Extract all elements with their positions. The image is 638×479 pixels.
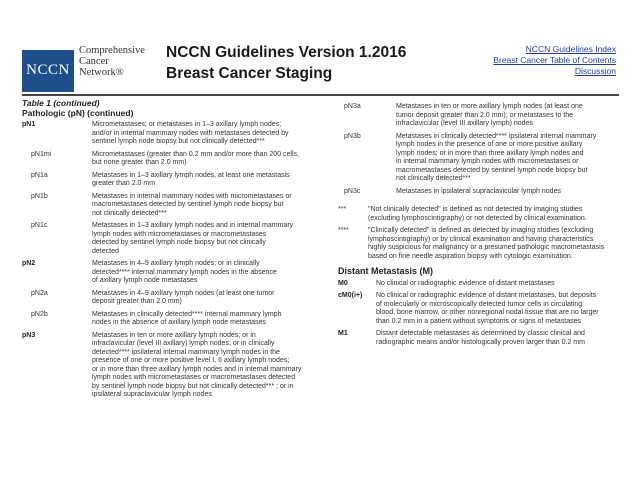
stage-code: pN1b (31, 192, 48, 200)
desc-line: of molecularly or microscopically detected tumor cells in circulating (376, 300, 583, 308)
stage-row (338, 133, 620, 184)
stage-code: pN3b (344, 132, 361, 140)
footnote-mark: **** (338, 227, 349, 234)
table-title: Table 1 (continued) (22, 98, 100, 108)
desc-line: detected**** ipsilateral internal mammary lymph nodes in the (92, 348, 280, 356)
stage-row (22, 332, 314, 400)
desc-line: than 0.2 mm in a patient without symptoms or signs of metastases (376, 317, 582, 325)
desc-line: macrometastases detected by sentinel lymph node biopsy but (396, 166, 588, 174)
desc-line: detected by sentinel lymph node biopsy but not clinically (92, 239, 266, 246)
stage-row (338, 188, 620, 197)
desc-line: macrometastases detected by sentinel lymph node biopsy but (92, 201, 284, 208)
logo-text: NCCN (26, 62, 70, 78)
desc-line: Metastases in 4–9 axillary lymph nodes (at least one tumor (92, 289, 275, 297)
desc-line: blood, bone marrow, or other nonregional nodal tissue that are no larger (376, 309, 599, 316)
desc-line: Distant detectable metastases as determined by classic clinical and (376, 330, 585, 337)
stage-description (376, 280, 620, 289)
desc-line: ipsilateral supraclavicular lymph nodes (92, 391, 212, 398)
stage-description (92, 311, 314, 328)
stage-description (92, 193, 314, 219)
footnote-mark: *** (338, 206, 347, 213)
stage-row (22, 151, 314, 168)
desc-line: "Clinically detected" is defined as detected by imaging studies (excluding (368, 227, 594, 234)
section-title: Pathologic (pN) (continued) (22, 107, 134, 118)
stage-description (92, 260, 314, 286)
org-line: Network® (79, 67, 124, 78)
desc-line: infraclavicular (level III axillary) lymph nodes; or in clinically (92, 340, 275, 347)
stage-row (22, 222, 314, 256)
desc-line: Metastases in internal mammary nodes with micrometastases or (92, 192, 292, 200)
desc-line: Metastases in 1–3 axillary lymph nodes, at least one metastasis (92, 171, 290, 179)
nccn-logo (22, 50, 74, 92)
desc-line: greater than 2.0 mm (92, 180, 156, 187)
desc-line: tumor deposit greater than 2.0 mm); or metastases to the (396, 111, 574, 119)
desc-line: or in more than three axillary lymph nodes and in internal mammary (92, 365, 302, 373)
desc-line: Metastases in ten or more axillary lymph nodes; or in (92, 331, 256, 339)
desc-line: infraclavicular (level III axillary lymph) nodes (396, 120, 533, 127)
desc-line: lymph nodes with micrometastases or macrometastases (92, 230, 267, 238)
pathologic-rows (22, 121, 314, 400)
distant-metastasis-title: Distant Metastasis (M) (338, 266, 434, 276)
desc-line: No clinical or radiographic evidence of distant metastases (376, 279, 555, 287)
page-title: Breast Cancer Staging (166, 65, 333, 82)
org-line: Comprehensive (79, 45, 145, 56)
stage-description (376, 330, 620, 347)
stage-code: M0 (338, 279, 348, 287)
desc-line: lymphoscintigraphy) or by clinical examination and having characteristics (368, 235, 594, 243)
stage-row (22, 121, 314, 147)
desc-line: detected**** internal mammary lymph nodes in the absence (92, 268, 277, 276)
discussion-link[interactable]: Discussion (574, 66, 616, 76)
nav-links (493, 44, 616, 77)
header-divider (22, 94, 619, 96)
org-name (79, 45, 145, 78)
guidelines-index-link[interactable]: NCCN Guidelines Index (525, 44, 616, 54)
stage-row (338, 292, 620, 326)
pn3-subrows (338, 103, 620, 196)
desc-line: Metastases in ten or more axillary lymph nodes (at least one (396, 103, 583, 110)
stage-code: pN1mi (31, 150, 52, 158)
desc-line: presence of one or more positive level I, II axillary lymph nodes; (92, 357, 290, 364)
desc-line: lymph nodes in the presence of one or more positive axillary (396, 141, 583, 148)
stage-code: pN2b (31, 310, 48, 318)
stage-row (22, 290, 314, 307)
desc-line: Metastases in clinically detected**** ipsilateral internal mammary (396, 132, 597, 140)
left-column (22, 99, 314, 400)
stage-description (376, 292, 620, 326)
footnote-text (368, 206, 620, 223)
stage-row (22, 260, 314, 286)
stage-description (92, 290, 314, 307)
stage-code: pN2a (31, 289, 48, 297)
stage-row (22, 193, 314, 219)
desc-line: No clinical or radiographic evidence of distant metastases, but deposits (376, 292, 597, 299)
guidelines-title: NCCN Guidelines Version 1.2016 (166, 44, 407, 61)
page-header (0, 0, 638, 96)
stage-description (396, 103, 620, 129)
desc-line: Micrometastases; or metastases in 1–3 axillary lymph nodes; (92, 121, 282, 128)
desc-line: nodes in the absence of axillary lymph node metastases (92, 319, 266, 326)
right-column (338, 99, 620, 347)
desc-line: Micrometastases (greater than 0.2 mm and/or more than 200 cells, (92, 150, 299, 158)
stage-description (396, 188, 620, 197)
footnote-text (368, 227, 620, 261)
footnote (338, 227, 620, 261)
stage-code: cM0(i+) (338, 292, 363, 299)
org-line: Cancer (79, 56, 109, 67)
stage-row (338, 330, 620, 347)
desc-line: detected (92, 247, 119, 255)
stage-code: pN3a (344, 103, 361, 110)
stage-code: pN3c (344, 187, 361, 195)
stage-description (92, 121, 314, 147)
table-of-contents-link[interactable]: Breast Cancer Table of Contents (493, 55, 616, 65)
stage-code: pN1c (31, 222, 48, 229)
desc-line: radiographic means and/or histologically proven larger than 0.2 mm (376, 338, 585, 346)
desc-line: lymph nodes; or in more than three axillary lymph nodes and (396, 149, 584, 157)
stage-code: pN1a (31, 171, 48, 179)
stage-description (396, 133, 620, 184)
desc-line: in internal mammary lymph nodes with micrometastases or (396, 158, 579, 165)
desc-line: but none greater than 2.0 mm) (92, 159, 187, 166)
stage-code: pN3 (22, 331, 36, 339)
stage-code: pN1 (22, 121, 36, 128)
desc-line: Metastases in ipsilateral supraclavicular lymph nodes (396, 187, 561, 195)
footnotes (338, 206, 620, 261)
stage-description (92, 151, 314, 168)
desc-line: "Not clinically detected" is defined as not detected by imaging studies (368, 206, 583, 213)
stage-code: pN2 (22, 260, 36, 267)
desc-line: of axillary lymph node metastases (92, 277, 198, 284)
desc-line: Metastases in clinically detected**** internal mammary lymph (92, 310, 282, 318)
desc-line: based on fine needle aspiration biopsy with cytologic examination. (368, 252, 573, 260)
stage-row (22, 172, 314, 189)
desc-line: (excluding lymphoscintigraphy) or not detected by clinical examination. (368, 214, 587, 222)
stage-row (338, 280, 620, 289)
stage-row (338, 103, 620, 129)
desc-line: and/or in internal mammary nodes with metastases detected by (92, 129, 289, 137)
stage-description (92, 222, 314, 256)
stage-description (92, 332, 314, 400)
desc-line: Metastases in 4–9 axillary lymph nodes; or in clinically (92, 260, 260, 267)
desc-line: not clinically detected*** (396, 175, 471, 182)
stage-code: M1 (338, 330, 348, 337)
distant-rows (338, 280, 620, 348)
stage-description (92, 172, 314, 189)
desc-line: deposit greater than 2.0 mm) (92, 298, 182, 305)
desc-line: sentinel lymph node biopsy but not clinically detected*** (92, 138, 265, 145)
footnote (338, 206, 620, 223)
desc-line: lymph nodes with micrometastases or macrometastases detected (92, 374, 296, 381)
desc-line: by sentinel lymph node biopsy but not clinically detected*** ; or in (92, 382, 294, 390)
desc-line: highly suspicious for malignancy or a presumed pathologic macrometastasis (368, 244, 605, 251)
desc-line: not clinically detected*** (92, 209, 167, 217)
stage-row (22, 311, 314, 328)
desc-line: Metastases in 1–3 axillary lymph nodes and in internal mammary (92, 222, 294, 229)
